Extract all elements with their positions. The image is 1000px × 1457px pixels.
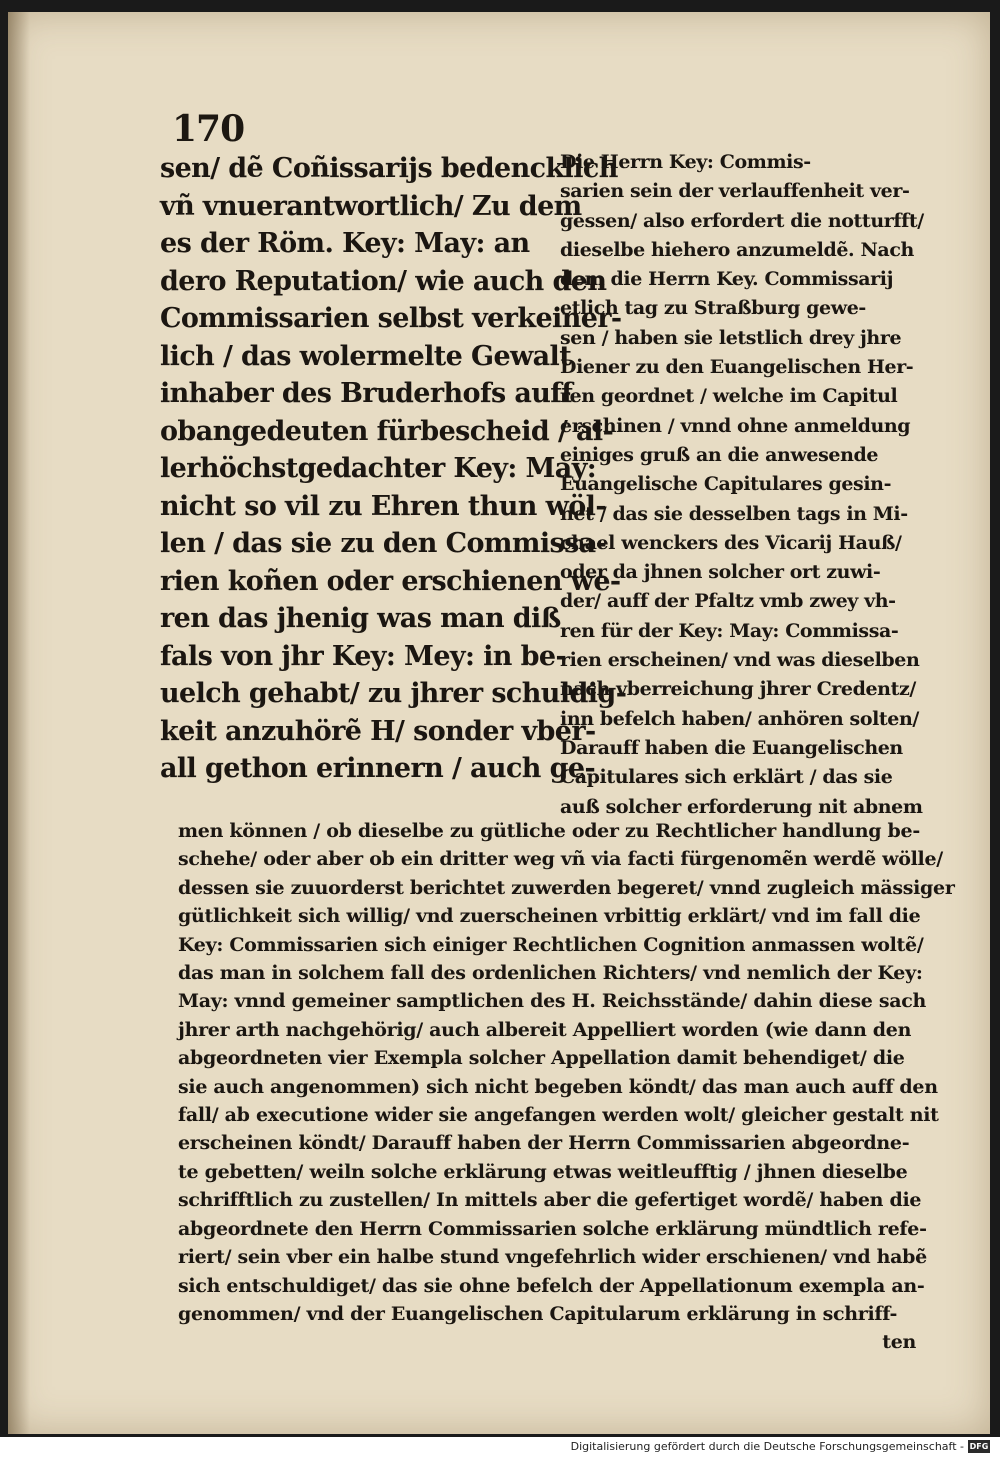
- text-line: ren geordnet / welche im Capitul: [560, 385, 898, 408]
- text-line: sarien sein der verlauffenheit ver-: [560, 180, 910, 203]
- text-line: fals von jhr Key: Mey: in be-: [160, 640, 567, 672]
- text-line: chael wenckers des Vicarij Hauß/: [560, 531, 902, 554]
- text-line: inhaber des Bruderhofs auff: [160, 378, 573, 409]
- text-line: schrifftlich zu zustellen/ In mittels aber die gefertiget wordẽ/ haben die: [178, 1189, 922, 1212]
- text-line: Commissarien selbst verkeiner-: [160, 303, 622, 334]
- catchword: ten: [882, 1331, 916, 1354]
- text-line: Capitulares sich erklärt / das sie: [560, 766, 893, 789]
- text-line: gütlichkeit sich willig/ vnd zuerscheinen vrbittig erklärt/ vnd im fall die: [178, 905, 921, 928]
- text-line: das man in solchem fall des ordenlichen Richters/ vnd nemlich der Key:: [178, 962, 923, 985]
- text-line: sie auch angenommen) sich nicht begeben köndt/ das man auch auff den: [178, 1075, 938, 1098]
- text-line: rien erscheinen/ vnd was dieselben: [560, 649, 920, 672]
- text-line: te gebetten/ weiln solche erklärung etwas weitleufftig / jhnen dieselbe: [178, 1160, 908, 1183]
- text-line: schehe/ oder aber ob ein dritter weg vñ via facti fürgenomẽn werdẽ wölle/: [178, 848, 943, 871]
- text-line: Euangelische Capitulares gesin-: [560, 473, 892, 496]
- text-line: abgeordnete den Herrn Commissarien solche erklärung mündtlich refe-: [178, 1217, 927, 1240]
- text-line: obangedeuten fürbescheid / al-: [160, 415, 614, 447]
- text-line: inn befelch haben/ anhören solten/: [560, 707, 919, 730]
- text-line: erscheinen köndt/ Darauff haben der Herrn Commissarien abgeordne-: [178, 1132, 910, 1155]
- right-column-text: [560, 148, 952, 822]
- dfg-logo: DFG: [969, 1442, 989, 1451]
- text-line: dem die Herrn Key. Commissarij: [560, 268, 894, 291]
- text-line: der/ auff der Pfaltz vmb zwey vh-: [560, 590, 896, 613]
- text-line: uelch gehabt/ zu jhrer schuldig-: [160, 678, 627, 709]
- footer-bar: [0, 1437, 1000, 1457]
- text-line: nicht so vil zu Ehren thun wöl-: [160, 490, 606, 522]
- text-line: auß solcher erforderung nit abnem: [560, 795, 923, 818]
- text-line: Key: Commissarien sich einiger Rechtlichen Cognition anmassen woltẽ/: [178, 933, 924, 956]
- text-line: abgeordneten vier Exempla solcher Appellation damit behendiget/ die: [178, 1047, 905, 1070]
- text-line: fall/ ab executione wider sie angefangen werden wolt/ gleicher gestalt nit: [178, 1104, 939, 1127]
- text-line: riert/ sein vber ein halbe stund vngefehrlich wider erschienen/ vnd habẽ: [178, 1246, 927, 1269]
- text-line: lich / das wolermelte Gewalt: [160, 340, 572, 372]
- text-line: etlich tag zu Straßburg gewe-: [560, 297, 866, 320]
- gutter-shadow: [8, 12, 30, 1434]
- left-column-text: [160, 150, 627, 788]
- text-line: ren für der Key: May: Commissa-: [560, 619, 899, 642]
- text-line: oder da jhnen solcher ort zuwi-: [560, 561, 881, 584]
- text-line: lerhöchstgedachter Key: May:: [160, 453, 597, 484]
- text-line: genommen/ vnd der Euangelischen Capitularum erklärung in schriff-: [178, 1302, 898, 1325]
- footer-credit: Digitalisierung gefördert durch die Deutsche Forschungsgemeinschaft -: [570, 1440, 964, 1453]
- text-line: May: vnnd gemeiner samptlichen des H. Reichsstände/ dahin diese sach: [178, 990, 927, 1013]
- text-line: keit anzuhörẽ H/ sonder vber-: [160, 715, 596, 747]
- text-line: Darauff haben die Euangelischen: [560, 736, 903, 759]
- text-line: dero Reputation/ wie auch den: [160, 265, 607, 297]
- text-line: sen / haben sie letstlich drey jhre: [560, 326, 902, 349]
- text-line: dieselbe hiehero anzumeldẽ. Nach: [560, 238, 914, 261]
- text-line: es der Röm. Key: May: an: [160, 228, 530, 259]
- text-line: len / das sie zu den Commissa-: [160, 528, 607, 559]
- text-line: net / das sie desselben tags in Mi-: [560, 502, 908, 525]
- text-line: vñ vnuerantwortlich/ Zu dem: [160, 190, 582, 222]
- full-width-text: [178, 817, 964, 1357]
- text-line: erschinen / vnnd ohne anmeldung: [560, 414, 911, 437]
- text-line: einiges gruß an die anwesende: [560, 443, 879, 466]
- text-line: nach vberreichung jhrer Credentz/: [560, 678, 916, 701]
- text-line: dessen sie zuuorderst berichtet zuwerden begeret/ vnnd zugleich mässiger: [178, 876, 955, 899]
- page-number: 170: [172, 108, 245, 150]
- text-line: all gethon erinnern / auch ge-: [160, 753, 596, 784]
- text-line: jhrer arth nachgehörig/ auch albereit Appelliert worden (wie dann den: [178, 1018, 912, 1041]
- text-line: men können / ob dieselbe zu gütliche oder zu Rechtlicher handlung be-: [178, 820, 920, 842]
- text-line: rien koñen oder erschienen we-: [160, 565, 621, 597]
- text-line: Diener zu den Euangelischen Her-: [560, 356, 914, 379]
- text-line: Die Herrn Key: Commis-: [560, 151, 811, 173]
- text-line: sich entschuldiget/ das sie ohne befelch der Appellationum exempla an-: [178, 1274, 925, 1297]
- text-line: sen/ dẽ Coñissarijs bedencklich: [160, 153, 618, 184]
- text-line: ren das jhenig was man diß: [160, 603, 561, 634]
- text-line: gessen/ also erfordert die notturfft/: [560, 209, 924, 232]
